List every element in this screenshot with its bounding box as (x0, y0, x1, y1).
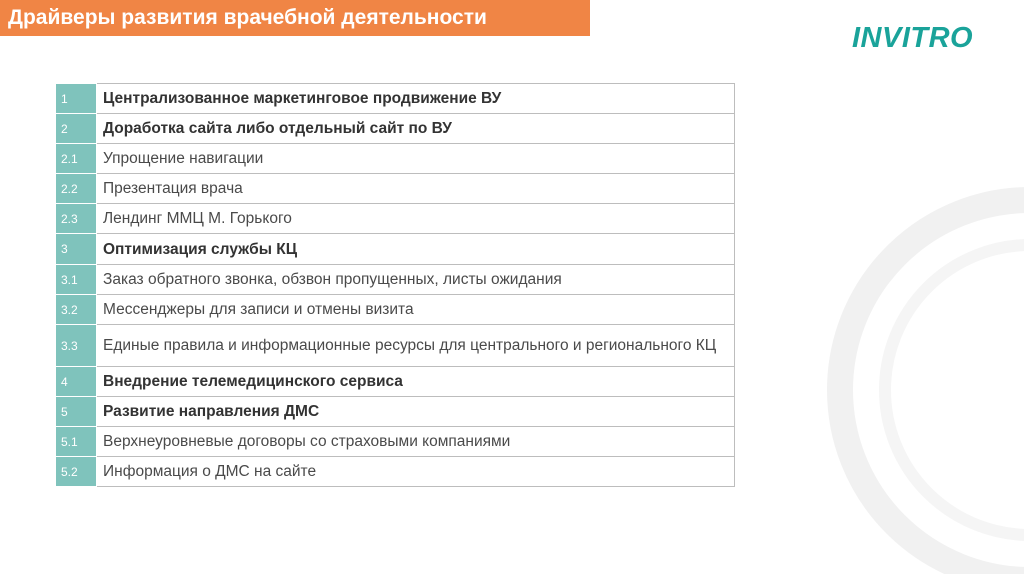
row-number-cell: 2 (56, 114, 97, 144)
table-row (56, 325, 735, 367)
table-row (56, 367, 735, 397)
row-number-cell: 2.1 (56, 144, 97, 174)
row-text-cell: Верхнеуровневые договоры со страховыми компаниями (97, 427, 735, 457)
row-text-cell: Внедрение телемедицинского сервиса (97, 367, 735, 397)
table-row (56, 265, 735, 295)
invitro-logo: INVITRO (852, 22, 974, 54)
table-row (56, 234, 735, 265)
row-number-cell: 3.1 (56, 265, 97, 295)
row-number-cell: 5.2 (56, 457, 97, 487)
row-number-cell: 3 (56, 234, 97, 265)
row-number-cell: 5 (56, 397, 97, 427)
row-text-cell: Оптимизация службы КЦ (97, 234, 735, 265)
row-number-cell: 3.2 (56, 295, 97, 325)
slide-title: Драйверы развития врачебной деятельности (8, 6, 487, 29)
row-text-cell: Упрощение навигации (97, 144, 735, 174)
row-text-cell: Централизованное маркетинговое продвижение ВУ (97, 84, 735, 114)
row-number-cell: 5.1 (56, 427, 97, 457)
table-row (56, 457, 735, 487)
row-number-cell: 3.3 (56, 325, 97, 367)
row-text-cell: Мессенджеры для записи и отмены визита (97, 295, 735, 325)
row-text-cell: Развитие направления ДМС (97, 397, 735, 427)
table-row (56, 397, 735, 427)
row-number-cell: 4 (56, 367, 97, 397)
row-text-cell: Доработка сайта либо отдельный сайт по ВУ (97, 114, 735, 144)
table-row (56, 295, 735, 325)
row-number-cell: 1 (56, 84, 97, 114)
table-row (56, 204, 735, 234)
drivers-table (55, 83, 735, 487)
table-row (56, 174, 735, 204)
table-row (56, 114, 735, 144)
row-number-cell: 2.3 (56, 204, 97, 234)
drivers-table-body (56, 84, 735, 487)
slide-title-bar (0, 0, 590, 36)
row-text-cell: Лендинг ММЦ М. Горького (97, 204, 735, 234)
row-number-cell: 2.2 (56, 174, 97, 204)
table-row (56, 427, 735, 457)
row-text-cell: Презентация врача (97, 174, 735, 204)
row-text-cell: Единые правила и информационные ресурсы для центрального и регионального КЦ (97, 325, 735, 367)
table-row (56, 84, 735, 114)
row-text-cell: Заказ обратного звонка, обзвон пропущенных, листы ожидания (97, 265, 735, 295)
table-row (56, 144, 735, 174)
row-text-cell: Информация о ДМС на сайте (97, 457, 735, 487)
